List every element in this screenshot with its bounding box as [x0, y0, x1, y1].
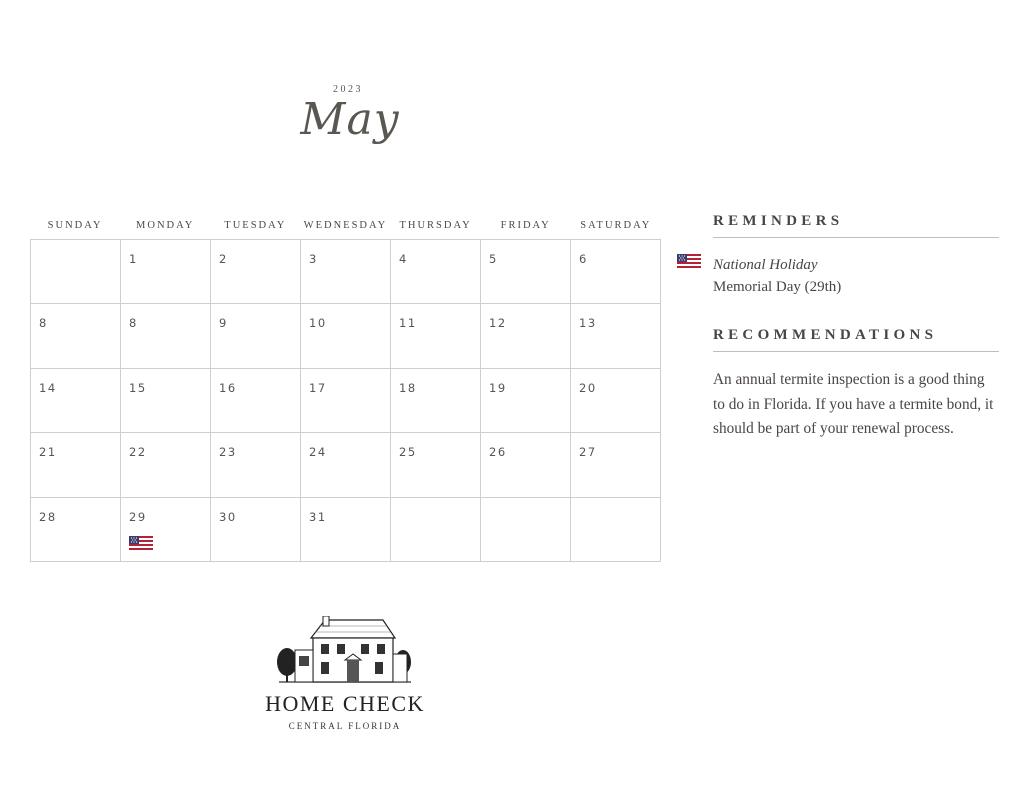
calendar-day-cell	[391, 498, 481, 562]
day-number: 24	[309, 445, 327, 460]
us-flag-icon	[129, 536, 153, 550]
calendar-grid	[30, 239, 661, 562]
calendar-day-cell	[211, 498, 301, 562]
calendar-day-cell	[571, 433, 661, 497]
day-number: 16	[219, 380, 237, 395]
calendar-day-cell	[571, 304, 661, 368]
calendar-day-cell	[121, 498, 211, 562]
day-number: 22	[129, 445, 147, 460]
calendar-day-cell	[481, 498, 571, 562]
day-number: 27	[579, 445, 597, 460]
weekday-header	[30, 220, 661, 239]
weekday-label: MONDAY	[136, 220, 195, 231]
recommendations-text: An annual termite inspection is a good thing to do in Florida. If you have a termite bond, it should be part of your renewal process.	[713, 371, 994, 437]
day-number: 6	[579, 252, 588, 266]
day-number: 15	[129, 380, 147, 395]
day-number: 9	[219, 316, 228, 331]
weekday-label: SATURDAY	[580, 220, 652, 231]
day-number: 18	[399, 380, 417, 395]
calendar-day-cell	[391, 304, 481, 368]
calendar-day-cell	[391, 240, 481, 304]
house-illustration-icon	[275, 616, 415, 688]
day-number: 25	[399, 445, 417, 460]
calendar-day-cell	[301, 304, 391, 368]
calendar-day-cell	[481, 240, 571, 304]
calendar-day-cell	[571, 240, 661, 304]
day-number: 14	[39, 380, 57, 395]
day-number: 2	[219, 252, 228, 266]
calendar-day-cell	[211, 240, 301, 304]
reminders-title: REMINDERS	[713, 213, 999, 238]
calendar-day-cell	[391, 433, 481, 497]
calendar-day-cell	[391, 369, 481, 433]
recommendations-section	[713, 327, 999, 442]
weekday-label: WEDNESDAY	[303, 220, 388, 231]
calendar-day-cell	[31, 304, 121, 368]
month-title: May	[300, 94, 400, 145]
day-number: 19	[489, 380, 507, 395]
day-number: 10	[309, 316, 327, 331]
day-number: 3	[309, 252, 318, 266]
day-number: 1	[129, 252, 138, 266]
day-number: 29	[129, 509, 147, 524]
day-number: 30	[219, 509, 237, 524]
calendar-day-cell	[301, 498, 391, 562]
day-number: 21	[39, 445, 57, 460]
calendar-day-cell	[121, 240, 211, 304]
calendar-day-cell	[301, 433, 391, 497]
day-number: 11	[399, 316, 417, 331]
recommendations-title: RECOMMENDATIONS	[713, 327, 999, 352]
calendar-day-cell	[481, 433, 571, 497]
day-number: 31	[309, 509, 327, 524]
calendar-day-cell	[121, 433, 211, 497]
weekday-label: FRIDAY	[500, 220, 551, 231]
calendar-day-cell	[121, 304, 211, 368]
day-number: 28	[39, 509, 57, 524]
calendar-day-cell	[31, 433, 121, 497]
day-number: 26	[489, 445, 507, 460]
company-logo	[255, 616, 435, 731]
calendar-day-cell	[211, 304, 301, 368]
us-flag-icon	[677, 254, 701, 268]
calendar-day-cell	[31, 240, 121, 304]
calendar-day-cell	[571, 498, 661, 562]
calendar-day-cell	[211, 433, 301, 497]
day-number: 23	[219, 445, 237, 460]
logo-tagline: CENTRAL FLORIDA	[288, 721, 402, 731]
reminder-text: Memorial Day (29th)	[713, 279, 842, 295]
year-label: 2023	[333, 84, 363, 95]
weekday-label: TUESDAY	[224, 220, 287, 231]
day-number: 12	[489, 316, 507, 331]
logo-name: HOME CHECK	[265, 691, 425, 716]
calendar-day-cell	[481, 304, 571, 368]
day-number: 13	[579, 316, 597, 331]
weekday-label: THURSDAY	[399, 220, 472, 231]
calendar-day-cell	[121, 369, 211, 433]
day-number: 17	[309, 380, 327, 395]
side-panel	[713, 213, 999, 442]
calendar-day-cell	[301, 369, 391, 433]
calendar-day-cell	[211, 369, 301, 433]
reminder-title: National Holiday	[713, 257, 818, 273]
calendar-day-cell	[31, 498, 121, 562]
reminder-item	[713, 254, 999, 298]
calendar-day-cell	[301, 240, 391, 304]
calendar-day-cell	[481, 369, 571, 433]
calendar-day-cell	[31, 369, 121, 433]
calendar-day-cell	[571, 369, 661, 433]
day-number: 4	[399, 252, 408, 266]
calendar	[30, 220, 661, 562]
day-number: 8	[39, 316, 48, 331]
weekday-label: SUNDAY	[47, 220, 103, 231]
day-number: 20	[579, 380, 597, 395]
day-number: 8	[129, 316, 138, 331]
day-number: 5	[489, 252, 498, 266]
